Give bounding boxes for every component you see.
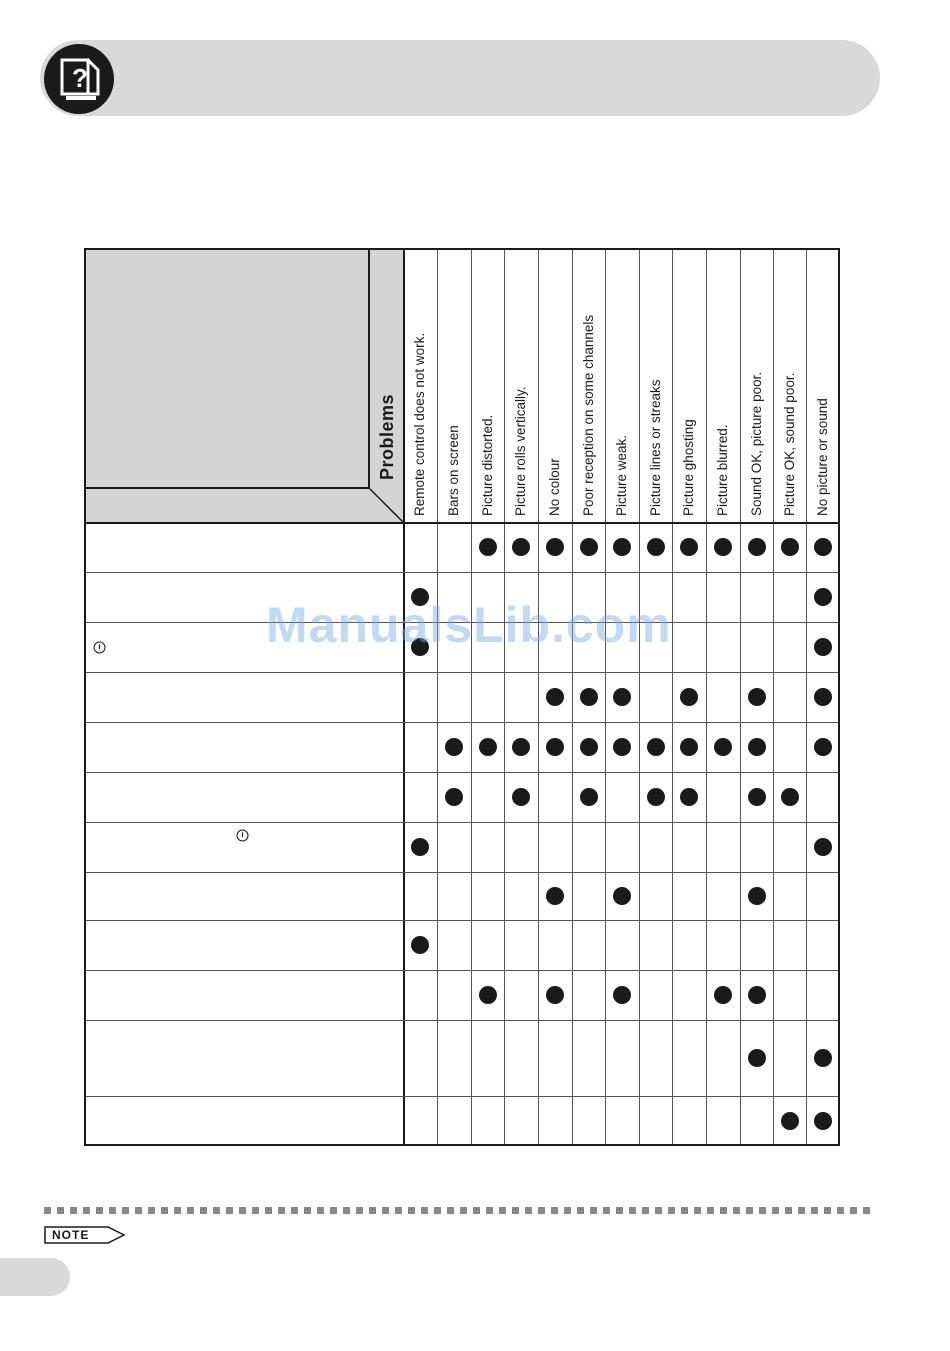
dash-square xyxy=(486,1207,493,1214)
mark-dot xyxy=(680,788,698,806)
mark-dot xyxy=(714,738,732,756)
problem-column-label: Sound OK, picture poor. xyxy=(749,371,764,516)
dashed-separator xyxy=(44,1207,882,1214)
mark-dot xyxy=(748,788,766,806)
mark-dot xyxy=(680,688,698,706)
mark-dot xyxy=(445,788,463,806)
problem-column-label: Poor reception on some channels xyxy=(581,314,596,516)
problem-column-label: Picture blurred. xyxy=(715,424,730,516)
mark-dot xyxy=(814,638,832,656)
dash-square xyxy=(278,1207,285,1214)
problem-column-label: Bars on screen xyxy=(446,425,461,516)
mark-dot xyxy=(814,838,832,856)
problem-column-label: Picture lines or streaks xyxy=(648,379,663,516)
mark-dot xyxy=(445,738,463,756)
mark-dot xyxy=(512,738,530,756)
dash-square xyxy=(135,1207,142,1214)
mark-dot xyxy=(411,838,429,856)
mark-dot xyxy=(647,788,665,806)
dash-square xyxy=(577,1207,584,1214)
dash-square xyxy=(44,1207,51,1214)
dash-square xyxy=(525,1207,532,1214)
page-number-tab xyxy=(0,1258,70,1296)
dash-square xyxy=(265,1207,272,1214)
dash-square xyxy=(837,1207,844,1214)
mark-dot xyxy=(546,538,564,556)
dash-square xyxy=(96,1207,103,1214)
dash-square xyxy=(161,1207,168,1214)
dash-square xyxy=(174,1207,181,1214)
dash-square xyxy=(304,1207,311,1214)
dash-square xyxy=(356,1207,363,1214)
mark-dot xyxy=(580,788,598,806)
mark-dot xyxy=(714,538,732,556)
mark-dot xyxy=(647,738,665,756)
mark-dot xyxy=(748,986,766,1004)
dash-square xyxy=(83,1207,90,1214)
dash-square xyxy=(499,1207,506,1214)
dash-square xyxy=(395,1207,402,1214)
mark-dot xyxy=(814,1049,832,1067)
problem-column-label: Picture ghosting xyxy=(681,419,696,516)
mark-dot xyxy=(814,588,832,606)
mark-dot xyxy=(580,688,598,706)
dash-square xyxy=(603,1207,610,1214)
dash-square xyxy=(200,1207,207,1214)
dash-square xyxy=(57,1207,64,1214)
mark-dot xyxy=(613,688,631,706)
dash-square xyxy=(824,1207,831,1214)
dash-square xyxy=(330,1207,337,1214)
power-icon xyxy=(236,829,249,842)
problems-header-label: Problems xyxy=(377,393,397,480)
mark-dot xyxy=(546,688,564,706)
dash-square xyxy=(473,1207,480,1214)
dash-square xyxy=(551,1207,558,1214)
dash-square xyxy=(616,1207,623,1214)
dash-square xyxy=(707,1207,714,1214)
mark-dot xyxy=(814,1112,832,1130)
dash-square xyxy=(668,1207,675,1214)
dash-square xyxy=(512,1207,519,1214)
dash-square xyxy=(538,1207,545,1214)
mark-dot xyxy=(814,538,832,556)
dash-square xyxy=(369,1207,376,1214)
dash-square xyxy=(798,1207,805,1214)
dash-square xyxy=(291,1207,298,1214)
dash-square xyxy=(213,1207,220,1214)
problem-column-label: Picture OK, sound poor. xyxy=(782,372,797,516)
mark-dot xyxy=(479,986,497,1004)
problem-column-label: Picture distorted. xyxy=(480,414,495,516)
dash-square xyxy=(317,1207,324,1214)
dash-square xyxy=(863,1207,870,1214)
dash-square xyxy=(148,1207,155,1214)
dash-square xyxy=(122,1207,129,1214)
header-banner xyxy=(40,40,880,116)
dash-square xyxy=(252,1207,259,1214)
dash-square xyxy=(785,1207,792,1214)
dash-square xyxy=(226,1207,233,1214)
dash-square xyxy=(564,1207,571,1214)
mark-dot xyxy=(714,986,732,1004)
svg-text:?: ? xyxy=(72,63,88,93)
power-icon xyxy=(93,641,106,654)
dash-square xyxy=(720,1207,727,1214)
dash-square xyxy=(421,1207,428,1214)
mark-dot xyxy=(748,1049,766,1067)
dash-square xyxy=(187,1207,194,1214)
dash-square xyxy=(590,1207,597,1214)
dash-square xyxy=(109,1207,116,1214)
mark-dot xyxy=(580,738,598,756)
dash-square xyxy=(343,1207,350,1214)
dash-square xyxy=(772,1207,779,1214)
dash-square xyxy=(746,1207,753,1214)
watermark: ManualsLib.com xyxy=(266,597,672,653)
mark-dot xyxy=(613,538,631,556)
dash-square xyxy=(629,1207,636,1214)
mark-dot xyxy=(781,538,799,556)
problem-column-label: Picture rolls vertically. xyxy=(513,386,528,516)
mark-dot xyxy=(479,738,497,756)
mark-dot xyxy=(748,688,766,706)
mark-dot xyxy=(580,538,598,556)
mark-dot xyxy=(814,738,832,756)
problem-column-label: No picture or sound xyxy=(815,398,830,516)
problem-column-label: Picture weak. xyxy=(614,434,629,516)
dash-square xyxy=(850,1207,857,1214)
mark-dot xyxy=(613,986,631,1004)
mark-dot xyxy=(781,788,799,806)
mark-dot xyxy=(613,738,631,756)
dash-square xyxy=(694,1207,701,1214)
problem-column-label: No colour xyxy=(547,458,562,516)
mark-dot xyxy=(748,538,766,556)
mark-dot xyxy=(613,887,631,905)
mark-dot xyxy=(647,538,665,556)
mark-dot xyxy=(781,1112,799,1130)
troubleshooting-question-icon xyxy=(44,44,114,114)
mark-dot xyxy=(546,738,564,756)
dash-square xyxy=(239,1207,246,1214)
dash-square xyxy=(681,1207,688,1214)
dash-square xyxy=(408,1207,415,1214)
dash-square xyxy=(733,1207,740,1214)
dash-square xyxy=(447,1207,454,1214)
problems-table xyxy=(84,248,840,1146)
mark-dot xyxy=(512,538,530,556)
mark-dot xyxy=(748,738,766,756)
mark-dot xyxy=(546,887,564,905)
dash-square xyxy=(811,1207,818,1214)
dash-square xyxy=(70,1207,77,1214)
dash-square xyxy=(460,1207,467,1214)
dash-square xyxy=(759,1207,766,1214)
mark-dot xyxy=(546,986,564,1004)
dash-square xyxy=(642,1207,649,1214)
mark-dot xyxy=(680,538,698,556)
mark-dot xyxy=(748,887,766,905)
mark-dot xyxy=(411,936,429,954)
dash-square xyxy=(434,1207,441,1214)
mark-dot xyxy=(814,688,832,706)
mark-dot xyxy=(479,538,497,556)
note-label: NOTE xyxy=(52,1228,90,1242)
mark-dot xyxy=(680,738,698,756)
mark-dot xyxy=(512,788,530,806)
problem-column-label: Remote control does not work. xyxy=(412,332,427,516)
dash-square xyxy=(655,1207,662,1214)
dash-square xyxy=(382,1207,389,1214)
